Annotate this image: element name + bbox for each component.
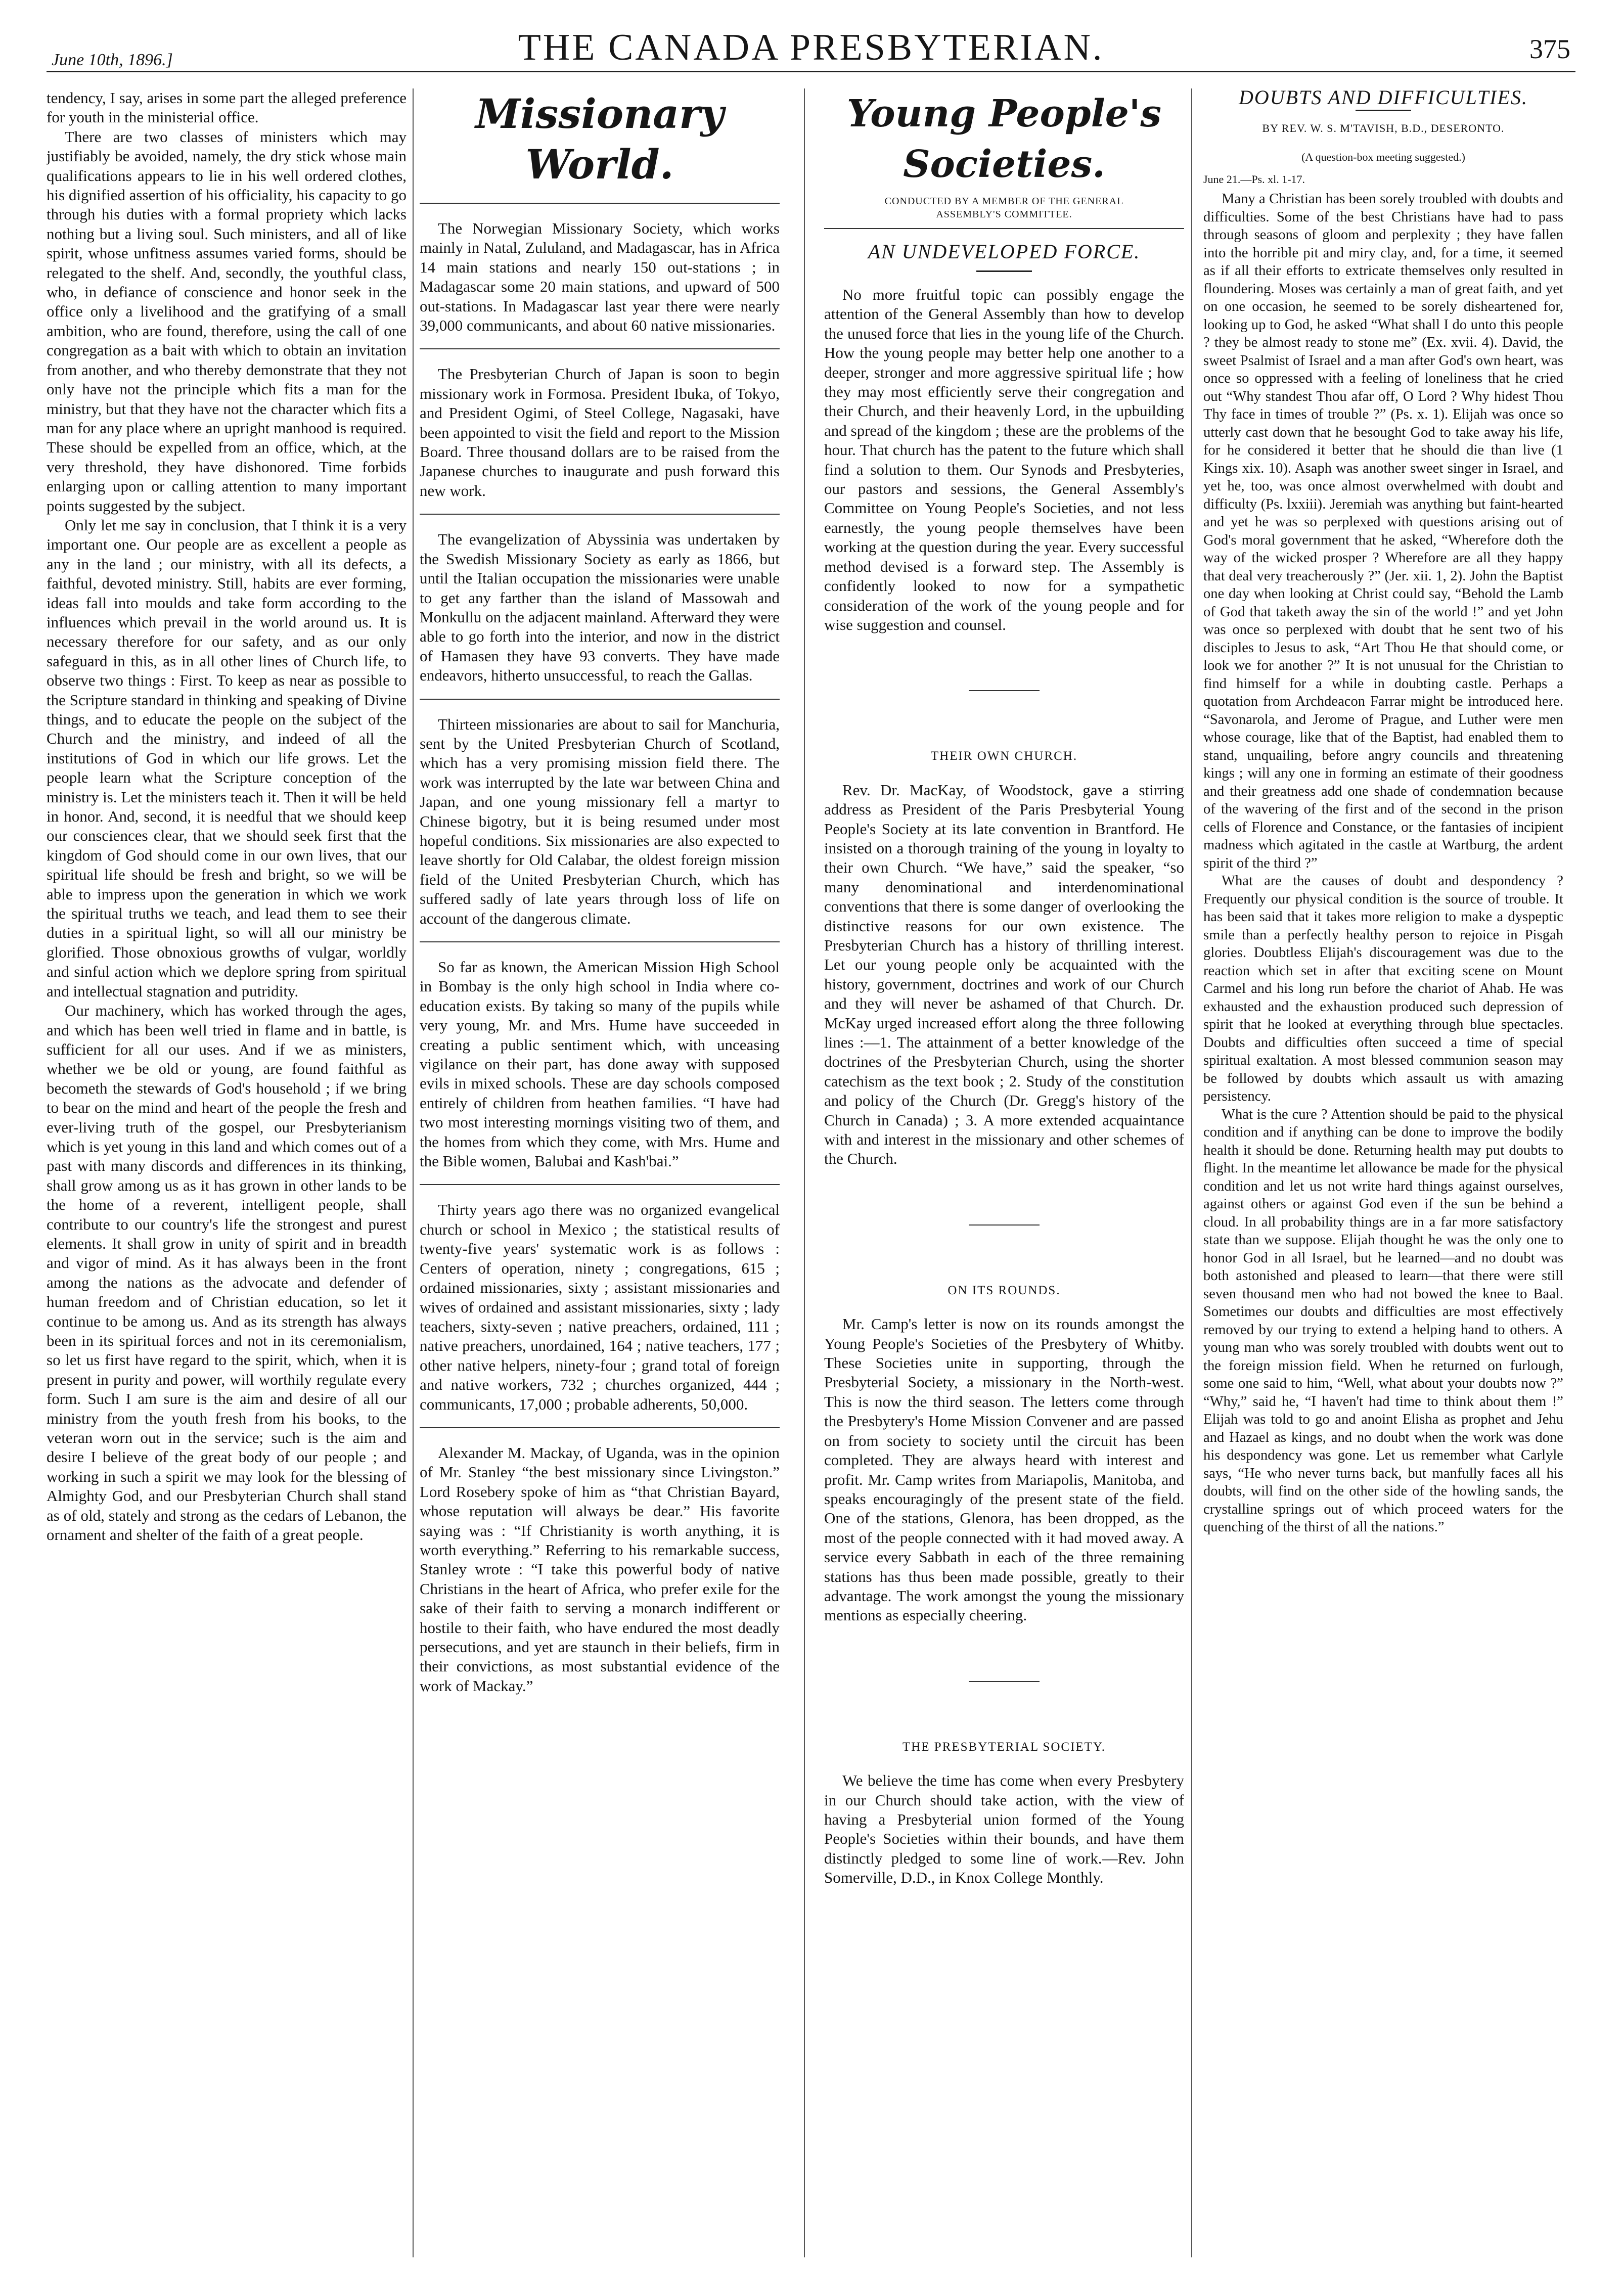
paragraph: Our machinery, which has worked through the ages, and which has been well tried in flame and in battle, is sufficient for all our uses. And if we as ministers, whether we be old or young, are found faithful as becometh the stewards of God's household ; if we bring to bear on the mind and heart of the people the fresh and ever-living truth of the gospel, our Presbyterianism which is yet young in this land and which comes out of a past with many discords and differences in its thinking, shall grow among us as it has grown in other lands to be the home of a reverent, intelligent people, shall contribute to our country's life the strongest and purest elements. It shall grow in unity of spirit and in breadth and vigor of mind. As it has always been in the front among the nations as the advocate and defender of human freedom and of Christian education, so let it continue to be among us. And as its strength has always been in its spiritual forces and not in its ceremonialism, so let us first have regard to the spirit, which, when it is present in purity and power, will worthily regulate every form. Such I am sure is the aim and desire of all our ministry from the youth fresh from his books, to the veteran worn out in the service; such is the aim and desire I believe of the great body of our people ; and working in such a spirit we may look for the blessing of Almighty God, and our Presbyterian Church shall stand as of old, stately and strong as the cedars of Lebanon, the ornament and shelter of the faith of a great people. bbox=[47, 1002, 407, 1544]
divider bbox=[420, 699, 780, 700]
paragraph: No more fruitful topic can possibly engage the attention of the General Assembly than how to develop the unused force that lies in the young life of the Church. How the young people may better help one another to a deeper, stronger and more aggressive spiritual life ; how they may most efficiently serve their congregation and their Church, and their heavenly Lord, in the upbuilding and spread of the kingdom ; these are the problems of the hour. That church has the patent to the future which shall find a solution to them. Our Synods and Presbyteries, our pastors and sessions, the General Assembly's Committee on Young People's Societies, and not less earnestly, the young people themselves have been working at the question during the year. Every successful method devised is a forward step. The Assembly is confidently looked to now for a sympathetic consideration of the work of the young people and for wise suggestion and counsel. bbox=[824, 286, 1184, 633]
paragraph: What are the causes of doubt and despondency ? Frequently our physical condition is the source of trouble. It has been said that it takes more religion to make a dyspeptic smile than a perfectly healthy person to rejoice in Pisgah glories. Doubtless Elijah's discouragement was due to the reaction which set in after that exciting scene on Mount Carmel and his long run before the chariot of Ahab. He was exhausted and the exhaustion produced such depression of spirit that he looked at everything through blue spectacles. Doubts and difficulties often succeed a time of special spiritual exaltation. A most blessed communion season may be followed by doubts which assault us with amazing persistency. bbox=[1203, 873, 1563, 1104]
divider bbox=[420, 1427, 780, 1428]
paragraph: Thirteen missionaries are about to sail for Manchuria, sent by the United Presbyterian Church of Scotland, which has a very promising mission field there. The work was interrupted by the late war between China and Japan, and one young missionary fell a martyr to Chinese bigotry, but it is being resumed under most hopeful conditions. Six missionaries are also expected to leave shortly for Old Calabar, the oldest foreign mission field of the United Presbyterian Church, which has suffered sadly of late years through loss of life on account of the dangerous climate. bbox=[420, 715, 780, 927]
page-number: 375 bbox=[1529, 34, 1570, 64]
byline bbox=[824, 195, 1184, 221]
issue-date: June 10th, 1896.] bbox=[52, 51, 173, 69]
column-young-peoples-societies bbox=[824, 88, 1184, 2257]
divider bbox=[420, 348, 780, 349]
article-title: DOUBTS AND DIFFICULTIES. bbox=[1238, 88, 1528, 109]
paragraph: Many a Christian has been sorely troubled with doubts and difficulties. Some of the best Christians have had to pass through seasons of gloom and perplexity ; they have fallen into the horrible pit and miry clay, and, for a time, it seemed as if all their efforts to extricate themselves only resulted in floundering. Moses was certainly a man of great faith, and yet on one occasion, he seemed to be sorely disheartened for, looking up to God, he asked “What shall I do unto this people ? they be almost ready to stone me” (Ex. xvii. 4). David, the sweet Psalmist of Israel and a man after God's own heart, was once so oppressed with a feeling of loneliness that he cried out “Why standest Thou afar off, O Lord ? Why hidest Thou Thy face in times of trouble ?” (Ps. x. 1). Elijah was once so utterly cast down that he besought God to take away his life, for he considered it better that he should die than live (1 Kings xix. 10). Asaph was another sweet singer in Israel, and yet he, too, was once almost overwhelmed with doubt and difficulty (Ps. lxxiii). Jeremiah was anything but faint-hearted and yet he was so perplexed with questions arising out of God's moral government that he asked, “Wherefore doth the way of the wicked prosper ? Wherefore are all they happy that deal very treacherously ?” (Jer. xii. 1, 2). John the Baptist one day when looking at Christ could say, “Behold the Lamb of God that taketh away the sin of the world !” and yet John was once so perplexed with doubt that he sent two of his disciples to Jesus to ask, “Art Thou He that should come, or look we for another ?” It is not unusual for the Christian to find himself for a while in doubting castle. Perhaps a quotation from Archdeacon Farrar might be introduced here. “Savonarola, and Jerome of Prague, and Luther were men whose courage, like that of the Baptist, had enabled them to stand, unquailing, before angry councils and threatening kings ; will any one in forming an estimate of their goodness and their greatness add one shade of condemnation because of the wavering of the first and of the second in the prison cells of Florence and Constance, or the fantasies of incipient madness which agitated in the castle at Wartburg, the ardent spirit of the third ?” bbox=[1203, 191, 1563, 871]
column-continued-article bbox=[47, 88, 407, 2257]
paragraph: Mr. Camp's letter is now on its rounds amongst the Young People's Societies of the Presbytery of Whitby. These Societies unite in supporting, through the Presbyterial Society, a missionary in the North-west. This is now the third season. The letters come through the Presbytery's Home Mission Convener and are passed on from society to society until the circuit has been completed. They are always heard with interest and profit. Mr. Camp writes from Mariapolis, Manitoba, and speaks encouragingly of the present state of the field. One of the stations, Glenora, has been dropped, as the most of the people connected with it had moved away. A service every Sabbath in each of the three remaining stations has thus been made possible, greatly to their advantage. The work amongst the young the missionary mentions as especially cheering. bbox=[824, 1315, 1184, 1624]
subtitle-note: (A question-box meeting suggested.) bbox=[1301, 151, 1465, 163]
article-title: AN UNDEVELOPED FORCE. bbox=[868, 240, 1141, 263]
byline-line: ASSEMBLY'S COMMITTEE. bbox=[936, 209, 1072, 220]
paragraph: tendency, I say, arises in some part the alleged preference for youth in the ministerial office. bbox=[47, 89, 407, 126]
divider bbox=[420, 203, 780, 204]
paragraph: There are two classes of ministers which may justifiably be avoided, namely, the dry stick whose main qualifications appears to lie in his well ordered clothes, his dignified assertion of his officiality, his capacity to go through his duties with a formal propriety which lacks nothing but a living soul. Such ministers, and all of like spirit, whose unfitness assumes varied forms, should be relegated to the shelf. And, secondly, the youthful class, who, in defiance of conscience and honor seek in the office only a livelihood and the gratifying of a small ambition, who are found, therefore, using the call of one congregation as a bait with which to obtain an invitation from another, and who thereby demonstrate that they not only have not the principle which fits a man for the ministry, but that they have not the character which fits a man for any place where an upright manhood is required. These should be expelled from an office, which, at the very threshold, they have dishonored. Time forbids enlarging upon or calling attention to many important points suggested by the subject. bbox=[47, 127, 407, 515]
paragraph: So far as known, the American Mission High School in Bombay is the only high school in India where co-education exists. By taking so many of the pupils while very young, Mr. and Mrs. Hume have succeeded in creating a public sentiment which, with unceasing vigilance on their part, has done away with supposed evils in mixed schools. These are day schools composed entirely of children from heathen families. “I have had two most interesting mornings visiting two of them, and the homes from which they come, with Mrs. Hume and the Bible women, Balubai and Kash'bai.” bbox=[420, 958, 780, 1170]
divider bbox=[976, 270, 1032, 272]
divider bbox=[824, 228, 1184, 229]
divider bbox=[420, 941, 780, 942]
paragraph: Only let me say in conclusion, that I think it is a very important one. Our people are as excellent a people as any in the land ; our ministry, with all its defects, a faithful, devoted ministry. Still, habits are ever forming, ideas fall into moulds and take form according to the influences which prevail in the world around us. It is necessary therefore for our safety, and as our only safeguard in this, as in all other lines of Church life, to observe two things : First. To keep as near as possible to the Scripture standard in thinking and speaking of Divine things, and to educate the people on the subject of the Church and the ministry, and indeed of all the institutions of God in which our life grows. Let the people learn what the Scripture conception of the ministry is. Let the ministers teach it. Then it will be held in honor. And, second, it is needful that we should keep our consciences clear, that we should seek first that the kingdom of God should come in our own lives, that our spiritual life should be fresh and bright, so we will be able to impress upon the generation in which we work the spiritual truths we teach, and lead them to see their duties in a spiritual light, so will all our ministry be glorified. Those obnoxious growths of vulgar, worldly and sinful action which we deplore spring from spiritual and intellectual stagnation and putridity. bbox=[47, 516, 407, 1000]
byline-line: CONDUCTED BY A MEMBER OF THE GENERAL bbox=[884, 196, 1124, 207]
column-divider bbox=[804, 88, 805, 2257]
column-doubts-and-difficulties bbox=[1203, 88, 1563, 2257]
section-title: THEIR OWN CHURCH. bbox=[930, 749, 1078, 763]
column-divider bbox=[413, 88, 414, 2257]
newspaper-title: THE CANADA PRESBYTERIAN. bbox=[518, 27, 1104, 68]
section-title: ON ITS ROUNDS. bbox=[948, 1283, 1061, 1297]
paragraph: Thirty years ago there was no organized evangelical church or school in Mexico ; the statistical results of twenty-five years' systematic work is as follows : Centers of operation, ninety ; congregations, 615 ; ordained missionaries, sixty ; assistant missionaries and wives of ordained and assistant missionaries, sixty ; lady teachers, sixty-seven ; native preachers, ordained, 111 ; native preachers, unordained, 164 ; native teachers, 177 ; other native helpers, ninety-four ; grand total of foreign and native workers, 732 ; churches organized, 444 ; communicants, 17,000 ; probable adherents, 50,000. bbox=[420, 1201, 780, 1413]
section-heading-young-peoples-societies: Young People's Societies. bbox=[846, 92, 1162, 186]
divider bbox=[969, 690, 1040, 691]
divider bbox=[969, 1224, 1040, 1226]
section-heading-missionary-world: Missionary World. bbox=[475, 90, 724, 188]
paragraph: The Norwegian Missionary Society, which works mainly in Natal, Zululand, and Madagascar, has in Africa 14 main stations and nearly 150 out-stations ; in Madagascar some 20 main stations, and upward of 500 out-stations. In Madagascar last year there were nearly 39,000 communicants, and about 60 native missionaries. bbox=[420, 219, 780, 335]
divider bbox=[1356, 110, 1411, 111]
paragraph: The Presbyterian Church of Japan is soon to begin missionary work in Formosa. President Ibuka, of Tokyo, and President Ogimi, of Steel College, Nagasaki, have been appointed to visit the field and report to the Mission Board. Three thousand dollars are to be raised from the Japanese churches to inaugurate and push forward this new work. bbox=[420, 365, 780, 500]
divider bbox=[420, 1184, 780, 1185]
paragraph: We believe the time has come when every Presbytery in our Church should take action, with the view of having a Presbyterial union formed of the Young People's Societies within their bounds, and have them distinctly pledged to some line of work.—Rev. John Somerville, D.D., in Knox College Monthly. bbox=[824, 1772, 1184, 1887]
masthead bbox=[47, 15, 1575, 72]
byline: BY REV. W. S. M'TAVISH, B.D., DESERONTO. bbox=[1262, 121, 1505, 134]
scripture-reference: June 21.—Ps. xl. 1-17. bbox=[1203, 172, 1305, 186]
column-missionary-world bbox=[420, 88, 780, 2257]
divider bbox=[969, 1681, 1040, 1682]
paragraph: Alexander M. Mackay, of Uganda, was in the opinion of Mr. Stanley “the best missionary since Livingston.” Lord Rosebery spoke of him as “that Christian Bayard, whose reputation will always be dear.” His favorite saying was : “If Christianity is worth anything, it is worth everything.” Referring to his remarkable success, Stanley wrote : “I take this powerful body of native Christians in the heart of Africa, who prefer exile for the sake of their faith to serving a monarch indifferent or hostile to their faith, who have endured the most deadly persecutions, and yet are staunch in their beliefs, firm in their convictions, as most substantial evidence of the work of Mackay.” bbox=[420, 1443, 780, 1695]
divider bbox=[420, 514, 780, 515]
section-title: THE PRESBYTERIAL SOCIETY. bbox=[902, 1740, 1106, 1754]
column-divider bbox=[1191, 88, 1192, 2257]
paragraph: What is the cure ? Attention should be paid to the physical condition and if anything can be done to improve the bodily health it should be done. Returning health may put doubts to flight. In the meantime let allowance be made for the physical condition and let us not write hard things against ourselves, against others or against God even if the sun be behind a cloud. In all probability things are in a far more satisfactory state than we suppose. Elijah thought he was the only one to honor God in all Israel, but he learned—and no doubt was both astonished and pleased to learn—that there were still seven thousand men who had not bowed the knee to Baal. Sometimes our doubts and difficulties are most effectively removed by our trying to extend a helping hand to others. A young man who was sorely troubled with doubts went out to the foreign mission field. When he returned on furlough, some one said to him, “Well, what about your doubts now ?” “Why,” said he, “I haven't had time to think about them !” Elijah was told to go and anoint Elisha as prophet and Jehu and Hazael as kings, and no doubt when the work was done his despondency was gone. Let us remember what Carlyle says, “He who never turns back, but manfully faces all his doubts, will find on the other side of the howling sands, the crystalline springs out of which proceed waters for the quenching of the thirst of all the nations.” bbox=[1203, 1106, 1563, 1535]
paragraph: The evangelization of Abyssinia was undertaken by the Swedish Missionary Society as early as 1866, but until the Italian occupation the missionaries were unable to get any farther than the island of Massowah and Monkullu on the adjacent mainland. Afterward they were able to go forth into the interior, and now in the district of Hamasen they have 93 converts. They have made endeavors, hitherto unsuccessful, to reach the Gallas. bbox=[420, 530, 780, 685]
paragraph: Rev. Dr. MacKay, of Woodstock, gave a stirring address as President of the Paris Presbyterial Young People's Society at its late convention in Brantford. He insisted on a thorough training of the young in loyalty to their own Church. “We have,” said the speaker, “so many denominational and interdenominational conventions that there is some danger of overlooking the distinctive reasons for our own existence. The Presbyterian Church has a history of thrilling interest. Let our young people only be acquainted with the history, government, doctrines and work of our Church and they will never be ashamed of that Church. Dr. McKay urged increased effort along the three following lines :—1. The attainment of a better knowledge of the doctrines of the Presbyterian Church, using the shorter catechism as the text book ; 2. Study of the constitution and policy of the Church (Dr. Gregg's history of the Church in Canada) ; 3. A more extended acquaintance with and interest in the missionary and other schemes of the Church. bbox=[824, 781, 1184, 1168]
